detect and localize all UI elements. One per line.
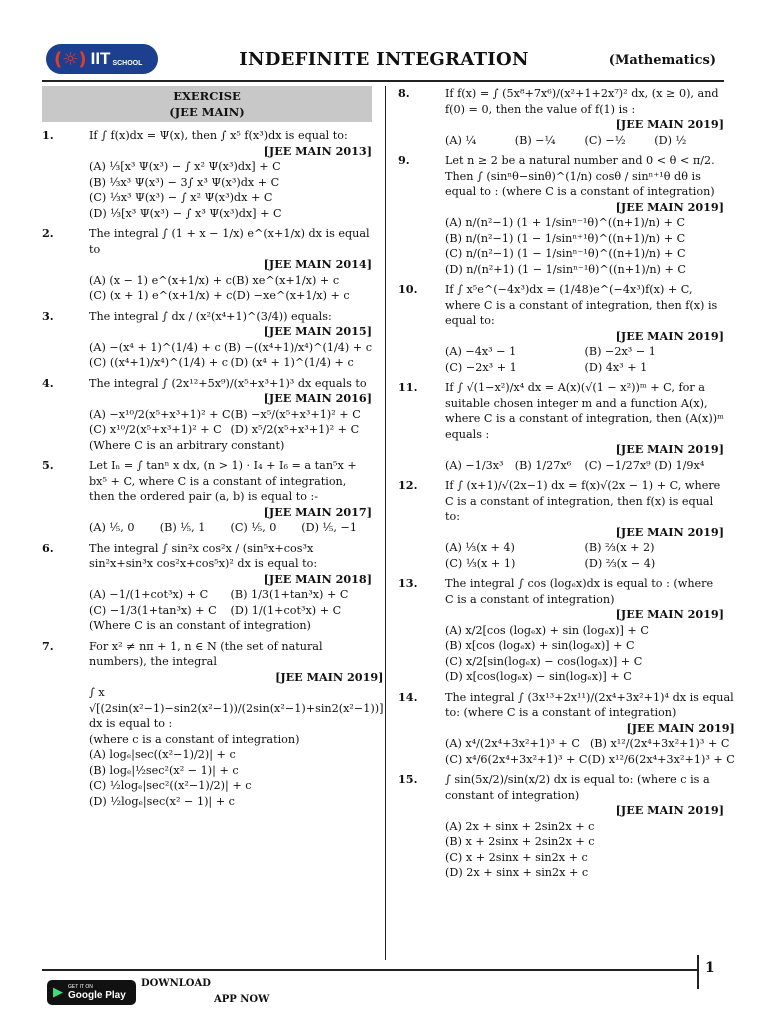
option-a: (A) ¼ bbox=[445, 133, 477, 147]
exam-tag: [JEE MAIN 2019] bbox=[615, 607, 724, 621]
header-divider bbox=[42, 80, 724, 82]
option-a: (A) x/2[cos (logₑx) + sin (logₑx)] + C bbox=[445, 623, 649, 637]
question-number: 13. bbox=[398, 576, 418, 590]
option-b: (B) x¹²/(2x⁴+3x²+1)³ + C bbox=[589, 737, 730, 750]
logo-subtext: SCHOOL bbox=[112, 59, 143, 67]
exam-tag: [JEE MAIN 2017] bbox=[263, 504, 372, 519]
app-now-label: APP NOW bbox=[214, 994, 270, 1005]
exam-tag: [JEE MAIN 2018] bbox=[263, 571, 372, 586]
exam-tag: [JEE MAIN 2019] bbox=[615, 442, 724, 456]
exam-tag: [JEE MAIN 2014] bbox=[263, 257, 372, 271]
option-a: (A) −(x⁴ + 1)^(1/4) + c bbox=[89, 340, 221, 354]
option-d: (D) ½logₑ|sec(x² − 1)| + c bbox=[89, 794, 235, 808]
option-a: (A) x⁴/(2x⁴+3x²+1)³ + C bbox=[445, 737, 580, 750]
question-note: (Where C is an constant of integration) bbox=[89, 619, 311, 632]
option-a: (A) −x¹⁰/2(x⁵+x³+1)² + C bbox=[89, 407, 231, 421]
option-c: (C) x/2[sin(logₑx) − cos(logₑx)] + C bbox=[445, 654, 643, 668]
column-divider bbox=[385, 86, 386, 960]
store-badge-text: Google Play bbox=[68, 990, 126, 1001]
exercise-title: EXERCISE bbox=[173, 89, 241, 103]
exam-tag: [JEE MAIN 2019] bbox=[275, 669, 384, 684]
option-c: (C) x + 2sinx + sin2x + c bbox=[445, 850, 588, 864]
question-number: 8. bbox=[398, 86, 410, 100]
page-number-marker bbox=[697, 955, 699, 989]
option-a: (A) (x − 1) e^(x+1/x) + c bbox=[89, 273, 232, 287]
option-b: (B) 1/27x⁶ bbox=[514, 458, 572, 472]
question-10 bbox=[398, 282, 724, 375]
option-d: (D) ½ bbox=[654, 133, 687, 147]
question-number: 12. bbox=[398, 478, 418, 492]
question-number: 15. bbox=[398, 772, 418, 786]
option-d: (D) 1/9x⁴ bbox=[654, 458, 705, 472]
question-2 bbox=[42, 226, 372, 304]
question-number: 14. bbox=[398, 689, 418, 704]
option-d: (D) ⅕, −1 bbox=[301, 521, 357, 534]
question-text: For x² ≠ nπ + 1, n ∈ N (the set of natural numbers), the integral bbox=[89, 639, 323, 668]
option-a: (A) −1/3x³ bbox=[445, 458, 504, 472]
question-number: 5. bbox=[42, 458, 54, 472]
right-column bbox=[398, 86, 735, 886]
option-c: (C) ⅓(x + 1) bbox=[445, 556, 516, 570]
question-number: 4. bbox=[42, 375, 54, 390]
question-text: If ∫ (x+1)/√(2x−1) dx = f(x)√(2x − 1) + C, where C is a constant of integration, then f(x) is equal to: bbox=[445, 479, 721, 523]
exercise-heading bbox=[42, 86, 372, 122]
option-d: (D) x⁵/2(x⁵+x³+1)² + C bbox=[230, 423, 360, 436]
question-text: Let Iₙ = ∫ tanⁿ x dx, (n > 1) · I₄ + I₆ = a tan⁵x + bx⁵ + C, where C is a constant of integration, then the ordered pair (a, b) is equal to :- bbox=[89, 459, 357, 503]
option-b: (B) ⅕, 1 bbox=[159, 521, 206, 534]
exam-tag: [JEE MAIN 2019] bbox=[615, 328, 724, 343]
exam-tag: [JEE MAIN 2019] bbox=[615, 803, 724, 817]
question-text: The integral ∫ sin²x cos²x / (sin⁵x+cos³x sin²x+sin³x cos²x+cos⁵x)² dx is equal to: bbox=[89, 541, 318, 570]
option-b: (B) −x⁵/(x⁵+x³+1)² + C bbox=[230, 407, 361, 421]
option-d: (D) (x⁴ + 1)^(1/4) + c bbox=[230, 356, 354, 369]
option-b: (B) xe^(x+1/x) + c bbox=[231, 273, 340, 287]
option-a: (A) ⅕, 0 bbox=[89, 521, 135, 534]
option-d: (D) −xe^(x+1/x) + c bbox=[232, 289, 350, 302]
play-store-icon: ▶ bbox=[53, 985, 63, 1000]
option-d: (D) x¹²/6(2x⁴+3x²+1)³ + C bbox=[587, 752, 735, 766]
question-number: 9. bbox=[398, 153, 410, 167]
exam-tag: [JEE MAIN 2019] bbox=[615, 117, 724, 131]
question-number: 6. bbox=[42, 540, 54, 555]
question-text: If ∫ x⁵e^(−4x³)dx = (1/48)e^(−4x³)f(x) + C, where C is a constant of integration, then f(x) is equal to: bbox=[445, 283, 718, 327]
question-text: The integral ∫ (3x¹³+2x¹¹)/(2x⁴+3x²+1)⁴ dx is equal to: (where C is a constant of integration) bbox=[445, 690, 734, 719]
option-c: (C) x¹⁰/2(x⁵+x³+1)² + C bbox=[89, 423, 222, 436]
option-b: (B) −2x³ − 1 bbox=[584, 345, 656, 358]
page-number: 1 bbox=[705, 960, 715, 976]
question-number: 7. bbox=[42, 638, 54, 653]
question-5 bbox=[42, 458, 372, 536]
option-c: (C) ⅕, 0 bbox=[230, 521, 277, 534]
option-b: (B) 1/3(1+tan³x) + C bbox=[230, 588, 349, 601]
question-text: If ∫ f(x)dx = Ψ(x), then ∫ x⁵ f(x³)dx is equal to: bbox=[89, 129, 348, 142]
question-9 bbox=[398, 153, 724, 277]
option-a: (A) 2x + sinx + 2sin2x + c bbox=[445, 819, 595, 833]
option-a: (A) ⅓(x + 4) bbox=[445, 541, 515, 554]
download-label: DOWNLOAD bbox=[141, 978, 211, 989]
question-7 bbox=[42, 638, 384, 810]
option-b: (B) logₑ|½sec²(x² − 1)| + c bbox=[89, 763, 239, 777]
option-d: (D) 1/(1+cot³x) + C bbox=[230, 603, 342, 617]
option-b: (B) x[cos (logₑx) + sin(logₑx)] + C bbox=[445, 639, 635, 652]
option-c: (C) ⅓x³ Ψ(x³) − ∫ x² Ψ(x³)dx + C bbox=[89, 191, 273, 204]
option-c: (C) ((x⁴+1)/x⁴)^(1/4) + c bbox=[89, 356, 229, 369]
option-a: (A) logₑ|sec((x²−1)/2)| + c bbox=[89, 748, 236, 761]
question-text: If ∫ √(1−x²)/x⁴ dx = A(x)(√(1 − x²))ᵐ + C, for a suitable chosen integer m and a function A(x), where C is a constant of integration, then (A(x))ᵐ equals : bbox=[445, 381, 724, 441]
logo-icon: (☼) bbox=[54, 48, 87, 70]
exam-tag: [JEE MAIN 2013] bbox=[263, 143, 372, 158]
option-d: (D) 4x³ + 1 bbox=[584, 360, 648, 374]
question-number: 2. bbox=[42, 226, 54, 240]
exercise-subtitle: (JEE MAIN) bbox=[169, 105, 245, 119]
question-note: (where c is a constant of integration) bbox=[89, 732, 300, 746]
question-text: The integral ∫ cos (logₑx)dx is equal to : (where C is a constant of integration) bbox=[445, 577, 714, 606]
question-text: The integral ∫ (2x¹²+5x⁹)/(x⁵+x³+1)³ dx equals to bbox=[89, 376, 367, 390]
option-b: (B) ⅓x³ Ψ(x³) − 3∫ x³ Ψ(x³)dx + C bbox=[89, 175, 280, 189]
option-d: (D) n/(n²+1) (1 − 1/sinⁿ⁻¹θ)^((n+1)/n) + C bbox=[445, 262, 686, 276]
option-a: (A) n/(n²−1) (1 + 1/sinⁿ⁻¹θ)^((n+1)/n) + C bbox=[445, 216, 686, 229]
option-c: (C) −1/27x⁹ bbox=[584, 458, 651, 472]
question-text: The integral ∫ dx / (x²(x⁴+1)^(3/4)) equals: bbox=[89, 309, 332, 323]
option-d: (D) ⅔(x − 4) bbox=[584, 556, 656, 570]
question-number: 3. bbox=[42, 308, 54, 323]
question-15 bbox=[398, 772, 724, 881]
option-a: (A) −4x³ − 1 bbox=[445, 345, 517, 358]
page-title: INDEFINITE INTEGRATION bbox=[239, 49, 529, 70]
question-expression: Then ∫ (sinⁿθ−sinθ)^(1/n) cosθ / sinⁿ⁺¹θ dθ is equal to : (where C is a constant of integration) bbox=[445, 169, 715, 198]
footer-divider bbox=[42, 969, 698, 971]
question-expression: ∫ x √[(2sin(x²−1)−sin2(x²−1))/(2sin(x²−1)+sin2(x²−1))] dx is equal to : bbox=[89, 686, 384, 730]
option-a: (A) −1/(1+cot³x) + C bbox=[89, 588, 209, 601]
question-1 bbox=[42, 128, 372, 221]
option-c: (C) −1/3(1+tan³x) + C bbox=[89, 603, 217, 617]
left-column bbox=[42, 86, 384, 814]
option-c: (C) −2x³ + 1 bbox=[445, 360, 517, 374]
logo-text: IIT bbox=[90, 49, 111, 68]
question-note: (Where C is an arbitrary constant) bbox=[89, 438, 285, 452]
question-number: 11. bbox=[398, 380, 418, 394]
question-11 bbox=[398, 380, 724, 473]
question-text: Let n ≥ 2 be a natural number and 0 < θ < π/2. bbox=[445, 154, 715, 167]
question-number: 1. bbox=[42, 128, 54, 142]
store-badge-small-text: GET IT ON bbox=[68, 984, 93, 990]
option-c: (C) x⁴/6(2x⁴+3x²+1)³ + C bbox=[445, 752, 588, 766]
exam-tag: [JEE MAIN 2016] bbox=[263, 391, 372, 405]
question-4 bbox=[42, 376, 372, 454]
question-13 bbox=[398, 576, 724, 685]
question-8 bbox=[398, 86, 724, 148]
option-d: (D) x[cos(logₑx) − sin(logₑx)] + C bbox=[445, 670, 632, 683]
option-c: (C) n/(n²−1) (1 − 1/sinⁿ⁻¹θ)^((n+1)/n) + C bbox=[445, 247, 686, 260]
question-text: The integral ∫ (1 + x − 1/x) e^(x+1/x) dx is equal to bbox=[89, 227, 370, 256]
question-12 bbox=[398, 478, 724, 571]
option-d: (D) 2x + sinx + sin2x + c bbox=[445, 866, 589, 879]
option-a: (A) ⅓[x³ Ψ(x³) − ∫ x² Ψ(x³)dx] + C bbox=[89, 160, 281, 173]
question-14 bbox=[398, 689, 735, 768]
subject-label: (Mathematics) bbox=[608, 53, 716, 68]
option-b: (B) −((x⁴+1)/x⁴)^(1/4) + c bbox=[223, 340, 372, 354]
option-c: (C) −½ bbox=[584, 133, 626, 147]
google-play-badge[interactable] bbox=[47, 980, 136, 1005]
option-b: (B) x + 2sinx + 2sin2x + c bbox=[445, 835, 595, 848]
exam-tag: [JEE MAIN 2015] bbox=[263, 324, 372, 338]
option-b: (B) −¼ bbox=[514, 133, 556, 147]
exam-tag: [JEE MAIN 2019] bbox=[615, 524, 724, 539]
option-c: (C) ½logₑ|sec²((x²−1)/2)| + c bbox=[89, 779, 252, 792]
option-b: (B) ⅔(x + 2) bbox=[584, 541, 655, 554]
option-b: (B) n/(n²−1) (1 − 1/sinⁿ⁺¹θ)^((n+1)/n) + C bbox=[445, 231, 686, 245]
question-6 bbox=[42, 541, 372, 634]
question-3 bbox=[42, 309, 372, 371]
question-text: If f(x) = ∫ (5x⁸+7x⁶)/(x²+1+2x⁷)² dx, (x ≥ 0), and f(0) = 0, then the value of f(1) is : bbox=[445, 87, 719, 116]
question-text: ∫ sin(5x/2)/sin(x/2) dx is equal to: (where c is a constant of integration) bbox=[445, 773, 710, 802]
option-d: (D) ⅓[x³ Ψ(x³) − ∫ x³ Ψ(x³)dx] + C bbox=[89, 206, 282, 220]
question-number: 10. bbox=[398, 282, 418, 296]
exam-tag: [JEE MAIN 2019] bbox=[615, 199, 724, 214]
exam-tag: [JEE MAIN 2019] bbox=[626, 720, 735, 735]
option-c: (C) (x + 1) e^(x+1/x) + c bbox=[89, 289, 233, 302]
